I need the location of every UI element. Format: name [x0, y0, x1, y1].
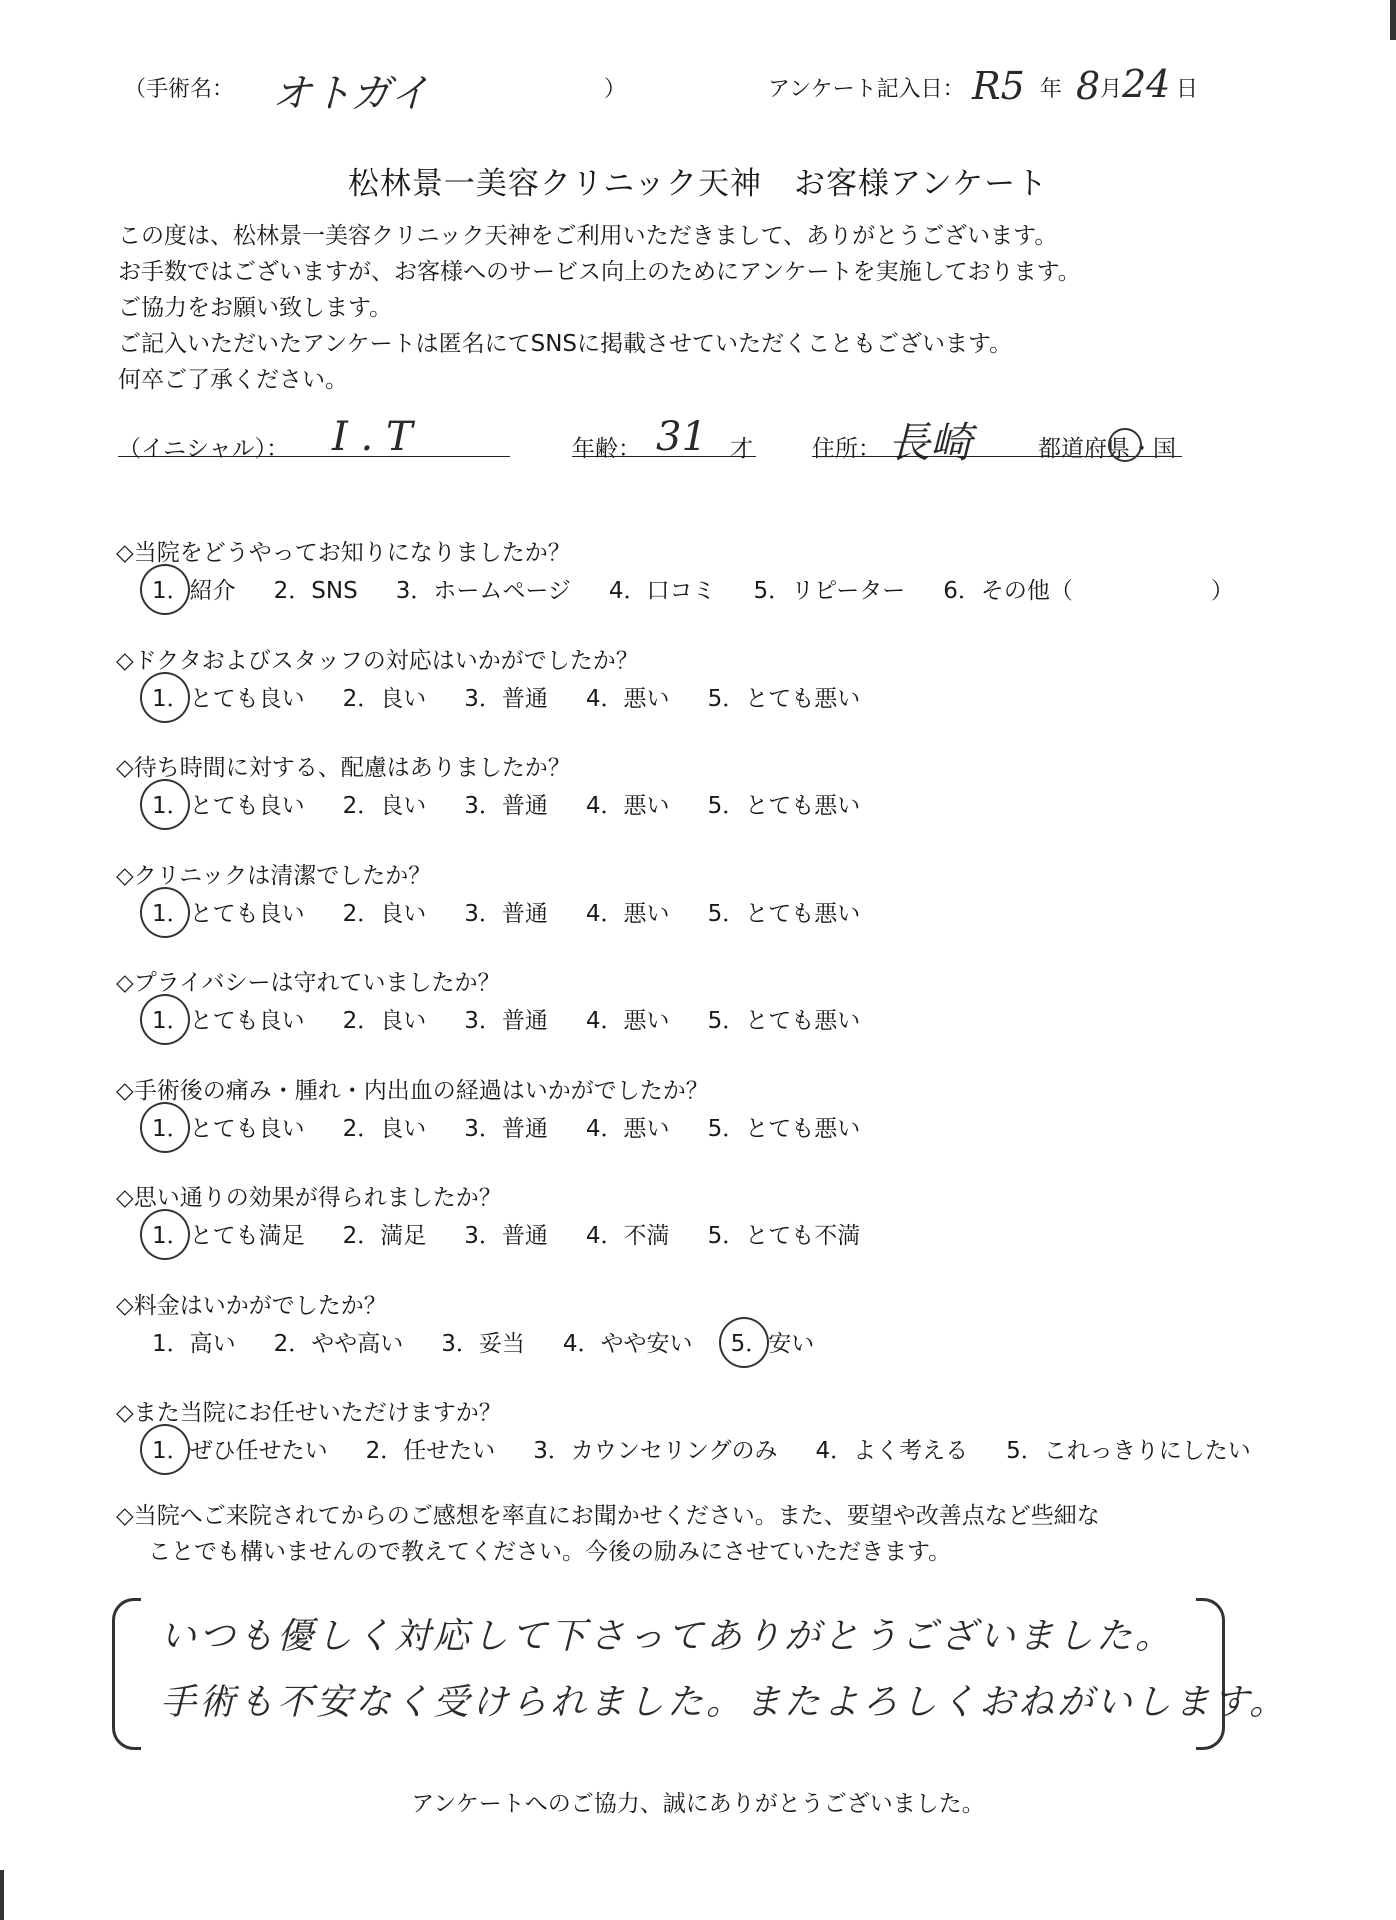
question-text: ◇ドクタおよびスタッフの対応はいかがでしたか？ [116, 648, 639, 674]
selected-answer-circle [140, 887, 190, 938]
answer-option[interactable]: 1．高い [152, 1331, 236, 1357]
options-row [152, 1110, 898, 1143]
initial-underline [118, 456, 510, 457]
options-row [152, 787, 898, 820]
thank-you-footer: アンケートへのご協力、誠にありがとうございました。 [411, 1791, 985, 1817]
answer-option[interactable]: 4．悪い [585, 901, 670, 927]
selected-answer-circle [140, 1209, 190, 1260]
address-suffix: 都道府県・国 [1038, 436, 1176, 462]
question-text: ◇また当院にお任せいただけますか？ [116, 1400, 502, 1426]
answer-option[interactable]: 2．良い [342, 1008, 427, 1034]
answer-option[interactable]: 3．妥当 [441, 1331, 525, 1357]
selected-answer-circle [140, 1424, 190, 1475]
answer-option[interactable]: 1．とても良い [152, 1008, 305, 1034]
age-value[interactable]: 31 [656, 414, 707, 460]
answer-option[interactable]: 3．普通 [464, 793, 548, 819]
answer-option[interactable]: 2．良い [342, 1116, 427, 1142]
survey-date-day-label: 日 [1176, 77, 1199, 102]
answer-option[interactable]: 4．よく考える [815, 1438, 969, 1464]
answer-option[interactable]: 3．普通 [464, 686, 548, 712]
question-text: ◇思い通りの効果が得られましたか？ [116, 1185, 502, 1211]
answer-option[interactable]: 2．良い [342, 686, 427, 712]
address-label: 住所： [812, 436, 881, 462]
answer-option[interactable]: 5．とても悪い [707, 1116, 861, 1142]
answer-option[interactable]: 1．とても良い [152, 686, 305, 712]
answer-option[interactable]: 1．紹介 [152, 578, 236, 604]
answer-option[interactable]: 2．良い [342, 901, 427, 927]
answer-option[interactable]: 3．普通 [464, 1008, 548, 1034]
answer-option[interactable]: 2．良い [342, 793, 427, 819]
answer-option[interactable]: 5．とても悪い [707, 793, 861, 819]
answer-option[interactable]: 5．安い [730, 1331, 815, 1357]
answer-option[interactable]: 4．不満 [585, 1223, 670, 1249]
survey-date-year-label: 年 [1040, 77, 1063, 102]
options-row [152, 1217, 898, 1250]
page-title: 松林景一美容クリニック天神 お客様アンケート [347, 166, 1049, 202]
answer-option[interactable]: 1．とても良い [152, 901, 305, 927]
answer-option[interactable]: 4．悪い [585, 686, 670, 712]
answer-option[interactable]: 4．悪い [585, 793, 670, 819]
answer-option[interactable]: 1．とても満足 [152, 1223, 305, 1249]
surgery-name-close: ） [604, 77, 627, 102]
intro-line: お手数ではございますが、お客様へのサービス向上のためにアンケートを実施しております。 [118, 259, 1081, 285]
scan-edge-mark [1390, 0, 1396, 40]
answer-option[interactable]: 2．任せたい [365, 1438, 496, 1464]
selected-answer-circle [140, 779, 190, 830]
answer-option[interactable]: 1．とても良い [152, 793, 305, 819]
survey-date-month[interactable]: 8 [1076, 64, 1101, 108]
comment-line[interactable]: いつも優しく対応して下さってありがとうございました。 [160, 1616, 1175, 1657]
age-unit: 才 [730, 436, 753, 462]
feedback-prompt: ◇当院へご来院されてからのご感想を率直にお聞かせください。また、要望や改善点など些細な [116, 1503, 1100, 1529]
intro-line: 何卒ご了承ください。 [118, 367, 348, 393]
options-row [152, 895, 898, 928]
answer-option[interactable]: 2．SNS [273, 578, 358, 604]
options-row [152, 680, 898, 713]
answer-option[interactable]: 4．やや安い [562, 1331, 693, 1357]
answer-option[interactable]: 5．とても不満 [707, 1223, 861, 1249]
address-value[interactable]: 長崎 [888, 418, 973, 467]
initial-value[interactable]: I . T [332, 414, 413, 460]
question-text: ◇当院をどうやってお知りになりましたか？ [116, 540, 571, 566]
question-text: ◇待ち時間に対する、配慮はありましたか？ [116, 755, 571, 781]
selected-answer-circle [719, 1317, 769, 1368]
options-row [152, 1432, 1289, 1465]
answer-option[interactable]: 4．悪い [585, 1116, 670, 1142]
age-label: 年齢： [572, 436, 641, 462]
prefecture-mark-circle [1108, 428, 1142, 462]
answer-option[interactable]: 6．その他（ ） [943, 578, 1234, 604]
answer-option[interactable]: 5．とても悪い [707, 686, 861, 712]
answer-option[interactable]: 4．口コミ [608, 578, 716, 604]
surgery-name-label: （手術名： [124, 77, 235, 102]
scan-edge-mark [0, 1870, 4, 1920]
question-text: ◇料金はいかがでしたか？ [116, 1293, 387, 1319]
feedback-prompt: ことでも構いませんので教えてください。今後の励みにさせていただきます。 [148, 1539, 952, 1565]
answer-option[interactable]: 3．ホームページ [395, 578, 571, 604]
survey-date-month-label: 月 [1100, 77, 1123, 102]
surgery-name-value[interactable]: オトガイ [272, 71, 430, 117]
selected-answer-circle [140, 564, 190, 615]
answer-option[interactable]: 3．普通 [464, 1223, 548, 1249]
survey-date-era[interactable]: R5 [972, 64, 1025, 108]
answer-option[interactable]: 3．普通 [464, 1116, 548, 1142]
intro-line: ご協力をお願い致します。 [118, 295, 393, 321]
survey-date-day[interactable]: 24 [1122, 62, 1171, 106]
answer-option[interactable]: 5．これっきりにしたい [1006, 1438, 1251, 1464]
options-row [152, 572, 1272, 605]
intro-line: ご記入いただいたアンケートは匿名にてSNSに掲載させていただくこともございます。 [118, 331, 1013, 357]
selected-answer-circle [140, 994, 190, 1045]
selected-answer-circle [140, 672, 190, 723]
age-underline [572, 456, 756, 457]
answer-option[interactable]: 5．リピーター [753, 578, 906, 604]
comment-line[interactable]: 手術も不安なく受けられました。またよろしくおねがいします。 [160, 1682, 1289, 1723]
answer-option[interactable]: 3．カウンセリングのみ [533, 1438, 778, 1464]
answer-option[interactable]: 5．とても悪い [707, 901, 861, 927]
question-text: ◇プライバシーは守れていましたか？ [116, 970, 501, 996]
answer-option[interactable]: 4．悪い [585, 1008, 670, 1034]
question-text: ◇クリニックは清潔でしたか？ [116, 863, 432, 889]
answer-option[interactable]: 3．普通 [464, 901, 548, 927]
answer-option[interactable]: 2．やや高い [273, 1331, 404, 1357]
options-row [152, 1002, 898, 1035]
question-text: ◇手術後の痛み・腫れ・内出血の経過はいかがでしたか？ [116, 1078, 709, 1104]
survey-date-label: アンケート記入日： [768, 77, 965, 102]
answer-option[interactable]: 1．とても良い [152, 1116, 305, 1142]
answer-option[interactable]: 5．とても悪い [707, 1008, 861, 1034]
answer-option[interactable]: 2．満足 [342, 1223, 427, 1249]
intro-line: この度は、松林景一美容クリニック天神をご利用いただきまして、ありがとうございます。 [118, 223, 1058, 249]
comment-bracket-left [112, 1598, 141, 1750]
selected-answer-circle [140, 1102, 190, 1153]
initial-label: （イニシャル）： [118, 436, 290, 462]
answer-option[interactable]: 1．ぜひ任せたい [152, 1438, 328, 1464]
